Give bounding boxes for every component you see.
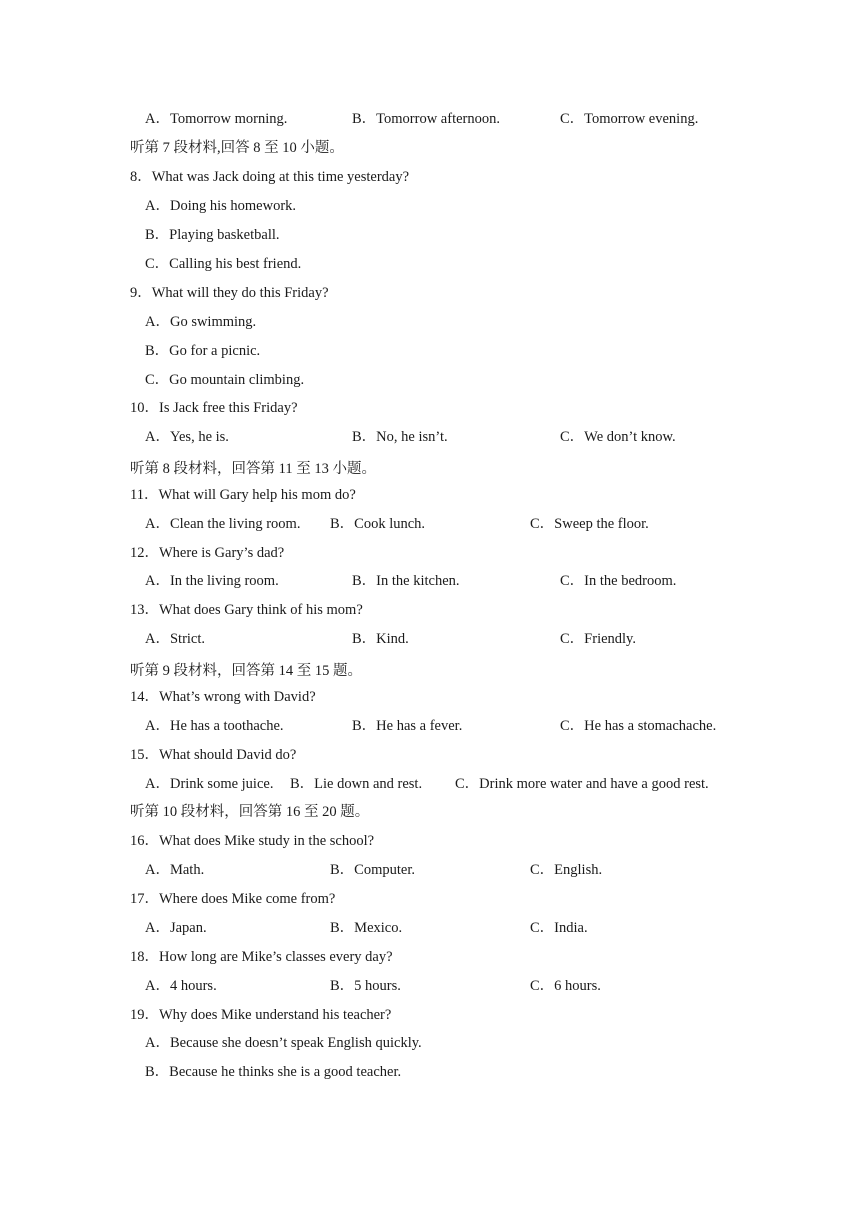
option-text: B．No, he isn’t. — [352, 429, 448, 445]
option-text: A．He has a toothache. — [145, 718, 284, 734]
option-text: C．Go mountain climbing. — [145, 372, 305, 388]
question-text: 16．What does Mike study in the school? — [130, 833, 375, 849]
question-text: 15．What should David do? — [130, 747, 297, 763]
option-text: A．Because she doesn’t speak English quickly. — [145, 1035, 422, 1051]
option-text: B．Because he thinks she is a good teacher. — [145, 1064, 402, 1080]
option-text: A．Doing his homework. — [145, 198, 297, 214]
option-text: B．In the kitchen. — [352, 573, 460, 589]
option-text: B．Tomorrow afternoon. — [352, 111, 500, 127]
section-text: 听第 10 段材料，回答第 16 至 20 题。 — [130, 804, 370, 820]
option-text: B．Mexico. — [330, 920, 403, 936]
option-text: B．Playing basketball. — [145, 227, 280, 243]
option-text: B．Computer. — [330, 862, 415, 878]
option-text: A．Go swimming. — [145, 314, 257, 330]
option-text: C．India. — [530, 920, 588, 936]
option-text: A．Math. — [145, 862, 205, 878]
option-text: A．Drink some juice. — [145, 776, 274, 792]
option-text: A．In the living room. — [145, 573, 279, 589]
option-text: C．Tomorrow evening. — [560, 111, 699, 127]
option-text: B．Cook lunch. — [330, 516, 426, 532]
option-text: A．Yes, he is. — [145, 429, 229, 445]
section-text: 听第 8 段材料，回答第 11 至 13 小题。 — [130, 461, 376, 477]
option-text: B．Go for a picnic. — [145, 343, 261, 359]
question-text: 14．What’s wrong with David? — [130, 689, 316, 705]
option-text: C．Calling his best friend. — [145, 256, 302, 272]
option-text: A．Strict. — [145, 631, 206, 647]
question-text: 9．What will they do this Friday? — [130, 285, 329, 301]
section-text: 听第 7 段材料,回答 8 至 10 小题。 — [130, 140, 344, 156]
option-text: A．Japan. — [145, 920, 207, 936]
option-text: C．In the bedroom. — [560, 573, 677, 589]
option-text: C．Friendly. — [560, 631, 636, 647]
section-text: 听第 9 段材料，回答第 14 至 15 题。 — [130, 663, 362, 679]
option-text: C．We don’t know. — [560, 429, 676, 445]
option-text: B．Lie down and rest. — [290, 776, 423, 792]
question-text: 8．What was Jack doing at this time yesterday? — [130, 169, 410, 185]
question-text: 17．Where does Mike come from? — [130, 891, 336, 907]
question-text: 11．What will Gary help his mom do? — [130, 487, 356, 503]
option-text: C．English. — [530, 862, 603, 878]
option-text: A．4 hours. — [145, 978, 217, 994]
option-text: B．Kind. — [352, 631, 409, 647]
option-text: C．He has a stomachache. — [560, 718, 717, 734]
question-text: 10．Is Jack free this Friday? — [130, 400, 298, 416]
option-text: A．Clean the living room. — [145, 516, 301, 532]
option-text: C．Sweep the floor. — [530, 516, 649, 532]
question-text: 19．Why does Mike understand his teacher? — [130, 1007, 392, 1023]
option-text: C．6 hours. — [530, 978, 601, 994]
question-text: 18．How long are Mike’s classes every day? — [130, 949, 393, 965]
question-text: 12．Where is Gary’s dad? — [130, 545, 285, 561]
option-text: B．He has a fever. — [352, 718, 463, 734]
option-text: A．Tomorrow morning. — [145, 111, 288, 127]
option-text: B．5 hours. — [330, 978, 401, 994]
option-text: C．Drink more water and have a good rest. — [455, 776, 709, 792]
question-text: 13．What does Gary think of his mom? — [130, 602, 363, 618]
